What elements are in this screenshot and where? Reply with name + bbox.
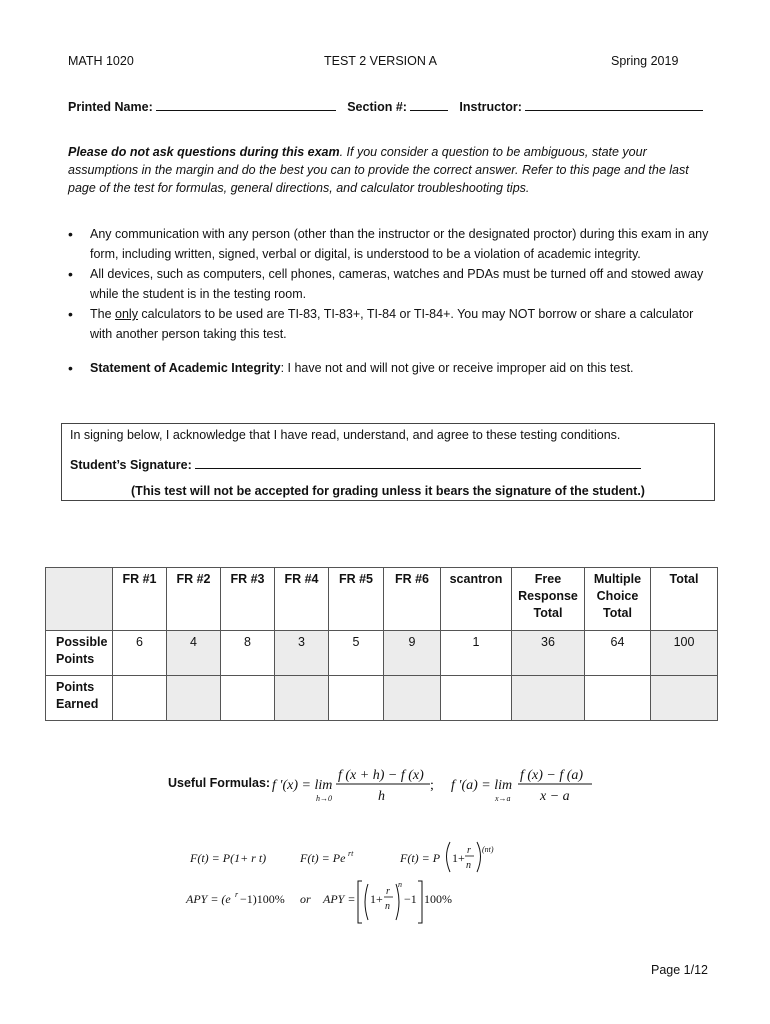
svg-text:−1: −1	[404, 892, 417, 906]
printed-name-label: Printed Name:	[68, 100, 153, 114]
signature-note: (This test will not be accepted for grading unless it bears the signature of the student.)	[131, 484, 645, 498]
possible-cell: 6	[113, 631, 167, 676]
rule-calculators-pre: The	[90, 307, 116, 321]
continuous-interest-formula	[299, 849, 354, 865]
possible-cell: 5	[329, 631, 384, 676]
rule-communication: • Any communication with any person (other than the instructor or the designated proctor) during this exam in any form, including written, signed, verbal or digital, is understood to be a violation of academic integrity.	[68, 224, 718, 264]
svg-text:r: r	[386, 886, 390, 897]
svg-text:n: n	[466, 860, 471, 871]
derivative-at-a-formula	[451, 768, 592, 804]
svg-text:APY = (e: APY = (e	[186, 892, 231, 906]
svg-text:f (x) − f (a): f (x) − f (a)	[520, 768, 584, 783]
apy-formula	[185, 880, 452, 923]
rule-calculators-post: calculators to be used are TI-83, TI-83+, TI-84 or TI-84+. You may NOT borrow or share a calculator with another person taking this test.	[90, 307, 694, 341]
header-cell: FR #1	[113, 568, 167, 631]
svg-text:h→0: h→0	[316, 794, 332, 803]
svg-text:h: h	[378, 789, 385, 804]
test-title: TEST 2 VERSION A	[324, 54, 438, 68]
svg-text:x→a: x→a	[495, 794, 511, 803]
svg-text:;: ;	[430, 778, 434, 793]
svg-text:100%: 100%	[424, 892, 452, 906]
possible-cell: 1	[441, 631, 512, 676]
svg-text:x − a: x − a	[540, 789, 570, 804]
header-cell: FR #3	[221, 568, 275, 631]
possible-cell: 36	[512, 631, 585, 676]
compound-interest-formula	[399, 842, 494, 872]
integrity-text: : I have not and will not give or receive improper aid on this test.	[280, 361, 634, 375]
possible-cell: 64	[585, 631, 651, 676]
svg-text:APY =: APY =	[323, 892, 356, 906]
svg-text:f ′(x) = lim: f ′(x) = lim	[272, 778, 333, 793]
header-cell: FR #4	[275, 568, 329, 631]
useful-formulas-label: Useful Formulas:	[168, 776, 271, 790]
rule-calculators-only: only	[115, 307, 138, 321]
simple-interest-formula	[189, 851, 266, 865]
rule-devices: • All devices, such as computers, cell phones, cameras, watches and PDAs must be turned off and stowed away while the student is in the testing room.	[68, 264, 718, 304]
svg-text:n: n	[385, 901, 390, 912]
header-cell: Free Response Total	[512, 568, 585, 631]
instructions-bold: Please do not ask questions during this exam	[68, 145, 340, 159]
points-earned-label: Points Earned	[46, 676, 113, 721]
header-cell: FR #2	[167, 568, 221, 631]
svg-text:f (x + h) − f (x): f (x + h) − f (x)	[338, 768, 424, 783]
course-code: MATH 1020	[68, 54, 134, 68]
possible-cell: 8	[221, 631, 275, 676]
possible-cell: 100	[651, 631, 718, 676]
svg-text:n: n	[398, 880, 402, 889]
page-number: Page 1/12	[651, 963, 708, 977]
svg-text:f ′(a) = lim: f ′(a) = lim	[451, 778, 513, 793]
instructions-rest: . If you consider a question to be ambiguous, state your assumptions in the margin and do the best you can to provide the correct answer. Refer to this page and the last page of the test for formulas, general directions, and calculator troubleshooting tips.	[68, 145, 689, 195]
svg-text:−1)100%: −1)100%	[240, 892, 285, 906]
svg-text:F(t) = P(1+ r t): F(t) = P(1+ r t)	[190, 851, 267, 865]
svg-text:F(t) = P: F(t) = P	[400, 851, 441, 865]
possible-cell: 3	[275, 631, 329, 676]
svg-text:1+: 1+	[452, 851, 465, 865]
possible-points-label: Possible Points	[46, 631, 113, 676]
derivative-formula	[272, 768, 434, 804]
header-cell: Multiple Choice Total	[585, 568, 651, 631]
possible-cell: 4	[167, 631, 221, 676]
section-label: Section #:	[347, 100, 407, 114]
svg-text:1+: 1+	[370, 892, 383, 906]
header-cell: FR #5	[329, 568, 384, 631]
svg-text:r: r	[467, 845, 471, 856]
header-cell: scantron	[441, 568, 512, 631]
svg-text:rt: rt	[348, 849, 354, 858]
integrity-label: Statement of Academic Integrity	[90, 361, 281, 375]
svg-text:r: r	[235, 890, 239, 899]
header-cell: FR #6	[384, 568, 441, 631]
instructor-label: Instructor:	[459, 100, 522, 114]
acknowledgement-text: In signing below, I acknowledge that I have read, understand, and agree to these testing conditions.	[70, 428, 621, 442]
signature-label: Student’s Signature:	[70, 458, 192, 472]
term: Spring 2019	[611, 54, 679, 68]
header-cell: Total	[651, 568, 718, 631]
possible-cell: 9	[384, 631, 441, 676]
svg-text:or: or	[300, 892, 311, 906]
svg-text:(nt): (nt)	[482, 845, 494, 854]
svg-text:F(t) = Pe: F(t) = Pe	[300, 851, 346, 865]
